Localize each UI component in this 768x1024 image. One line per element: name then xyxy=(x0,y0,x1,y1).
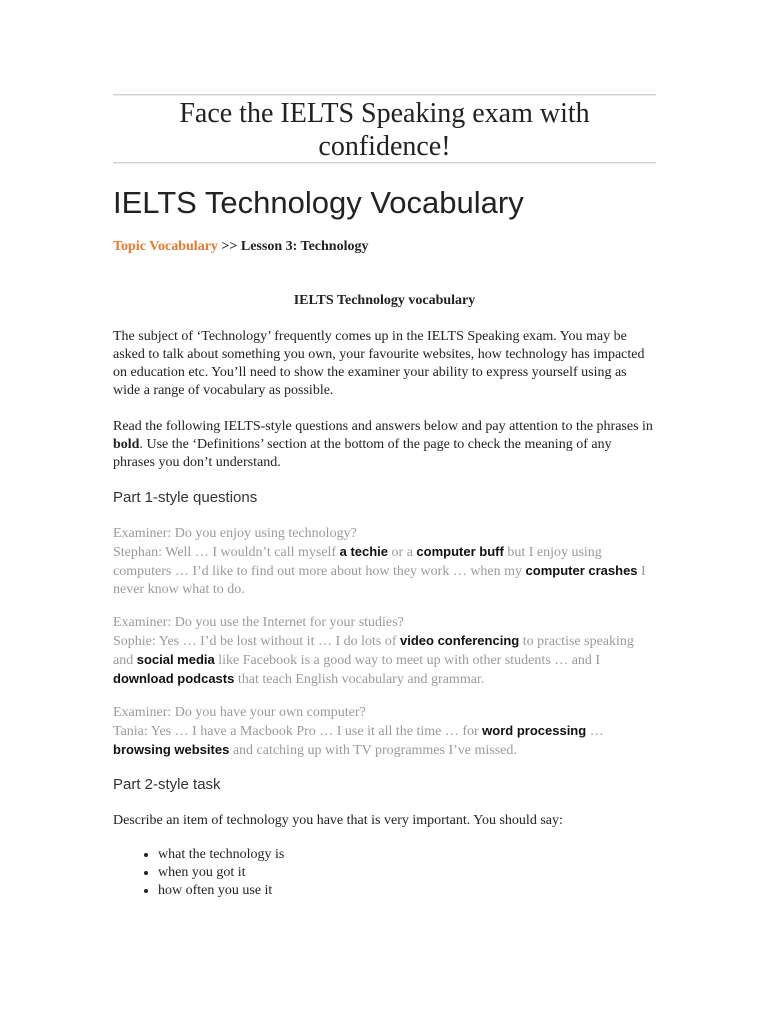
dialog-3-answer-text: Tania: Yes … I have a Macbook Pro … I use it all the time … for xyxy=(113,724,483,739)
dialog-1-question: Examiner: Do you enjoy using technology? xyxy=(113,526,357,541)
dialog-2-question: Examiner: Do you use the Internet for your studies? xyxy=(113,615,404,630)
instructions-paragraph xyxy=(113,418,656,472)
dialog-1-answer-text: Stephan: Well … I wouldn’t call myself xyxy=(113,545,340,560)
dialog-1-answer-text: I never know what to do. xyxy=(113,564,646,597)
dialog-2-phrase: download podcasts xyxy=(113,671,235,686)
instructions-bold-word: bold xyxy=(113,437,140,452)
dialog-1 xyxy=(113,525,656,599)
dialog-1-phrase: computer crashes xyxy=(525,563,638,578)
dialog-2-answer-text: Sophie: Yes … I’d be lost without it … I do lots of xyxy=(113,634,401,649)
dialog-2-answer-text: to practise speaking and xyxy=(113,634,634,668)
banner-heading: Face the IELTS Speaking exam with confidence! xyxy=(179,98,590,162)
banner-bottom-rule xyxy=(113,162,656,164)
breadcrumb xyxy=(113,238,368,256)
dialog-3-answer-text: and catching up with TV programmes I’ve missed. xyxy=(229,743,517,758)
dialog-1-answer-text: or a xyxy=(388,545,417,560)
breadcrumb-link-topic-vocabulary[interactable]: Topic Vocabulary xyxy=(113,239,218,254)
breadcrumb-separator: >> xyxy=(221,239,238,254)
dialog-1-phrase: computer buff xyxy=(416,544,504,559)
dialog-1-answer-text: but I enjoy using computers … I’d like to find out more about how they work … when my xyxy=(113,545,602,579)
dialog-3-question: Examiner: Do you have your own computer? xyxy=(113,705,366,720)
intro-paragraph: The subject of ‘Technology’ frequently comes up in the IELTS Speaking exam. You may be asked to talk about something you own, your favourite websites, how technology has impacted on education etc. You’ll need to show the examiner your ability to express yourself using as wide a range of vocabulary as possible. xyxy=(113,329,645,398)
section-title: IELTS Technology vocabulary xyxy=(293,293,476,308)
banner-top-rule xyxy=(113,94,656,96)
dialog-1-phrase: a techie xyxy=(339,544,389,559)
list-item: • what the technology is xyxy=(158,846,284,864)
dialog-3-answer-text: … xyxy=(586,724,604,739)
page-title: IELTS Technology Vocabulary xyxy=(113,185,524,220)
breadcrumb-current: Lesson 3: Technology xyxy=(240,239,369,254)
dialog-3-phrase: browsing websites xyxy=(113,742,230,757)
part2-heading: Part 2-style task xyxy=(113,776,221,793)
dialog-2-answer-text: that teach English vocabulary and grammar. xyxy=(234,672,485,687)
dialog-3-phrase: word processing xyxy=(482,723,587,738)
dialog-2 xyxy=(113,614,656,689)
part1-heading: Part 1-style questions xyxy=(113,489,258,506)
instructions-text-2: . Use the ‘Definitions’ section at the bottom of the page to check the meaning of any phrases you don’t understand. xyxy=(113,437,612,470)
list-item: • when you got it xyxy=(158,864,284,882)
instructions-text-1: Read the following IELTS-style questions and answers below and pay attention to the phrases in xyxy=(113,419,653,434)
task-intro: Describe an item of technology you have that is very important. You should say: xyxy=(113,813,563,828)
task-list xyxy=(113,846,284,900)
dialog-2-phrase: social media xyxy=(136,652,215,667)
dialog-2-phrase: video conferencing xyxy=(400,633,520,648)
list-item: • how often you use it xyxy=(158,882,284,900)
dialog-2-answer-text: like Facebook is a good way to meet up with other students … and I xyxy=(214,653,601,668)
dialog-3 xyxy=(113,704,656,760)
